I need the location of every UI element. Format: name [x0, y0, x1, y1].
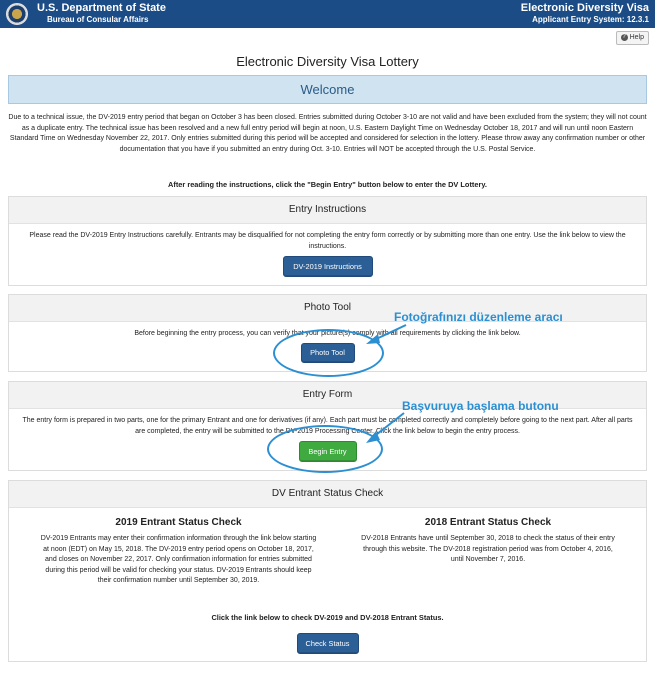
instructions-button[interactable]: DV-2019 Instructions [283, 256, 373, 277]
photo-tool-text: Before beginning the entry process, you can verify that your picture(s) comply with all requirements by clicking the link below. [134, 330, 521, 337]
question-icon: ? [622, 33, 626, 40]
technical-notice: Due to a technical issue, the DV-2019 entry period that began on October 3 has been closed. Entries submitted during October 3-10 are not valid and have been excluded from the system; they will not count as a duplicate entry. The technical issue has been resolved and a new full entry period will begin at noon, U.S. Eastern Daylight Time on Wednesday October 18, 2017 and will run until noon Eastern Standard Time on Wednesday November 22, 2017. Only entries submitted during this period will be accepted and considered for selection in the lottery. Please throw away any confirmation number or other documentation that you have if you submitted an entry during Oct. 3-10. Entries will NOT be accepted through the U.S. Postal Service. [8, 114, 647, 153]
photo-tool-button[interactable]: Photo Tool [301, 343, 355, 363]
system-version: Applicant Entry System: 12.3.1 [532, 15, 649, 24]
agency-name: U.S. Department of State [37, 2, 166, 14]
page-title: Electronic Diversity Visa Lottery [236, 54, 419, 69]
begin-entry-annotation: Başvuruya başlama butonu [402, 399, 559, 413]
status-2019-text: DV-2019 Entrants may enter their confirmation information through the link below starting at noon (EDT) on May 15, 2018. The DV-2019 entry period opens on October 18, 2017, and closes on November 22, 2017. Only confirmation information for entries submitted during this period will be valid for checking your status. DV-2019 Entrants should keep their confirmation number until September 30, 2019. [40, 535, 317, 584]
entry-form-title: Entry Form [9, 382, 646, 409]
welcome-banner: Welcome [8, 75, 647, 104]
begin-entry-highlight-ellipse [267, 425, 383, 473]
status-2018-title: 2018 Entrant Status Check [424, 517, 552, 528]
status-2018-text: DV-2018 Entrants have until September 30, 2018 to check the status of their entry through this website. The DV-2018 registration period was from October 4, 2016, until November 7, 2016. [361, 535, 615, 563]
check-status-button[interactable]: Check Status [297, 633, 359, 654]
status-click-instruction: Click the link below to check DV-2019 and DV-2018 Entrant Status. [211, 613, 444, 622]
agency-subtitle: Bureau of Consular Affairs [47, 15, 149, 24]
system-name: Electronic Diversity Visa [520, 2, 649, 14]
after-read-instruction: After reading the instructions, click the "Begin Entry" button below to enter the DV Lottery. [168, 180, 487, 189]
status-check-title: DV Entrant Status Check [9, 481, 646, 508]
status-2019-title: 2019 Entrant Status Check [115, 517, 242, 528]
help-label: Help [629, 34, 644, 41]
photo-tool-annotation: Fotoğrafınızı düzenleme aracı [394, 310, 563, 324]
entry-instructions-title: Entry Instructions [9, 197, 646, 224]
begin-entry-button[interactable]: Begin Entry [299, 441, 357, 462]
entry-form-text: The entry form is prepared in two parts, one for the primary Entrant and one for derivatives (if any). Each part must be completed correctly and completely before going to the next part. After all parts are completed, the entry will be submitted to the DV-2019 Processing Center. Click the link below to begin the entry process. [22, 417, 633, 435]
entry-instructions-text: Please read the DV-2019 Entry Instructions carefully. Entrants may be disqualified for not completing the entry form correctly or by submitting more than one entry. Use the link below to view the instructions. [29, 232, 626, 250]
photo-tool-title: Photo Tool [9, 295, 646, 322]
